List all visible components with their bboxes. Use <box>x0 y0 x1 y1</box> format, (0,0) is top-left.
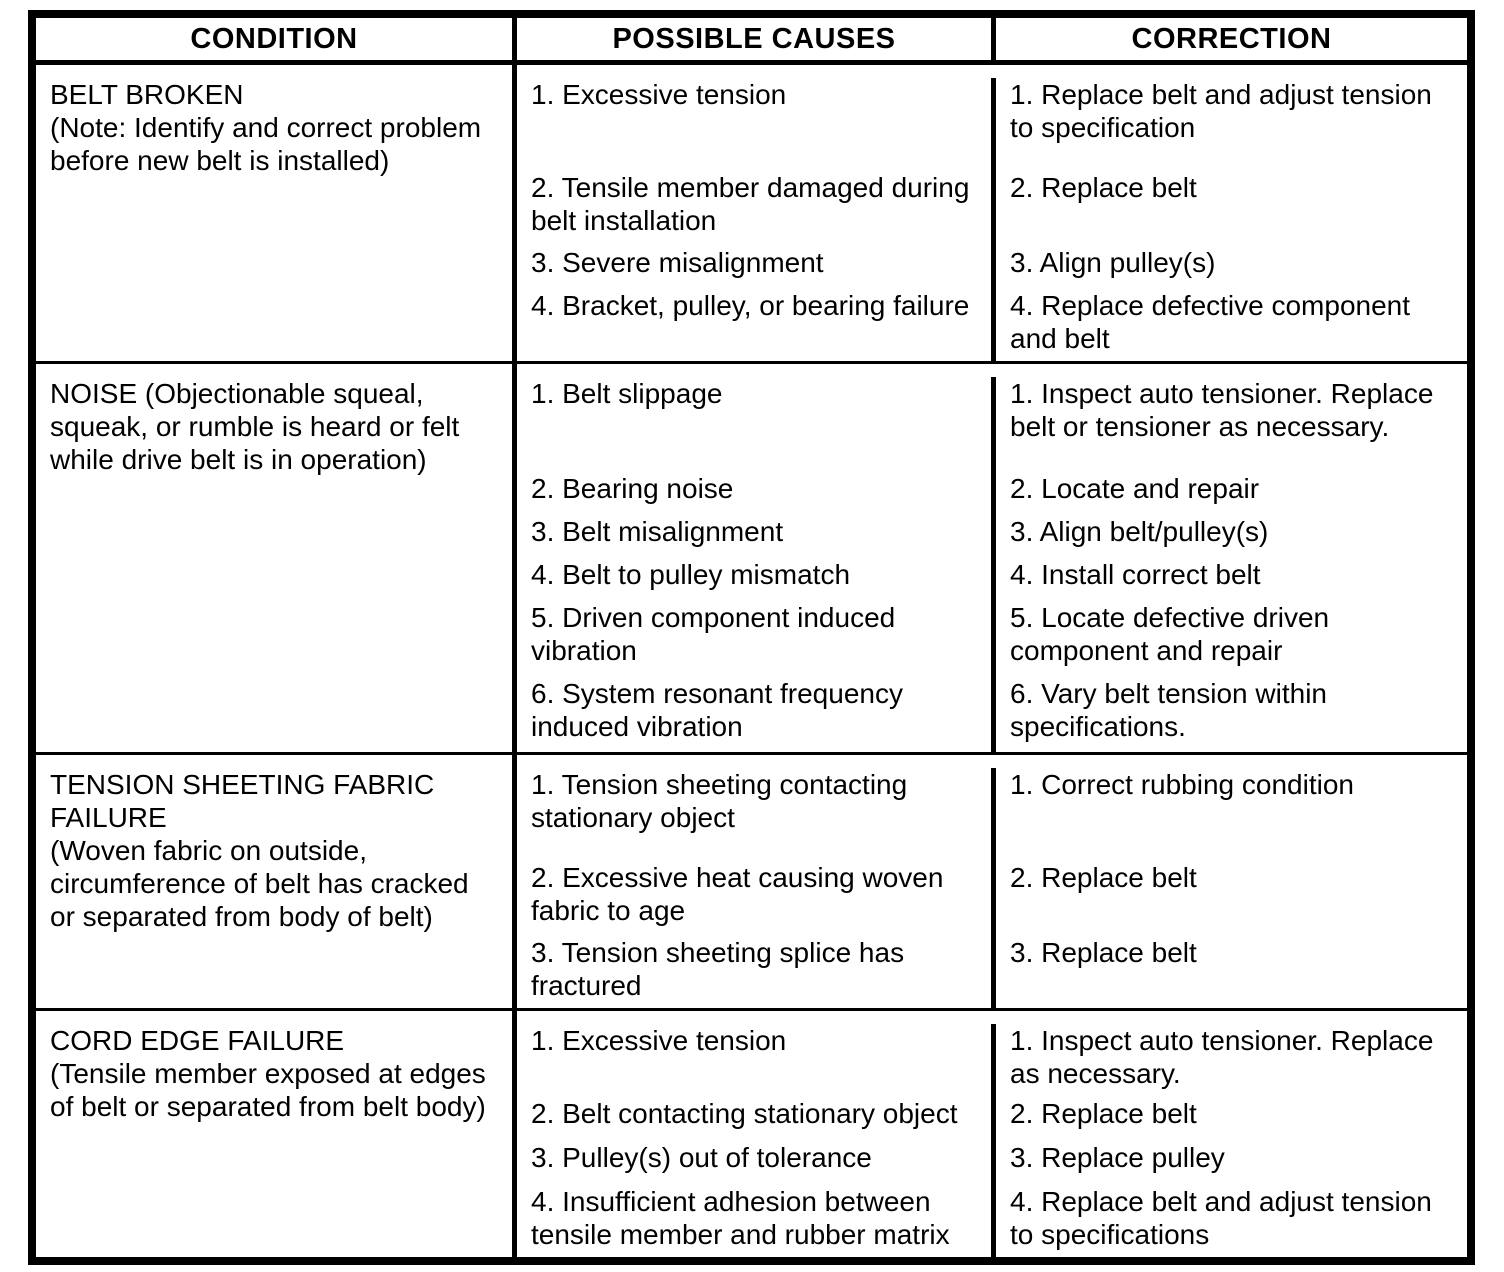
cause-correction-pair <box>517 515 1467 558</box>
correction-item: 2. Replace belt <box>1010 862 1197 893</box>
condition-title: CORD EDGE FAILURE <box>50 1025 345 1056</box>
table-body <box>36 65 1467 1257</box>
correction-item: 4. Replace defective component and belt <box>1010 290 1411 354</box>
header-condition: CONDITION <box>36 18 517 60</box>
table-header-row <box>36 18 1467 65</box>
correction-item: 2. Replace belt <box>1010 1098 1197 1129</box>
condition-cell <box>36 65 517 361</box>
correction-item: 3. Replace belt <box>1010 937 1197 968</box>
cause-item: 6. System resonant frequency induced vibration <box>517 677 996 752</box>
cause-item: 1. Excessive tension <box>517 1024 996 1097</box>
cause-correction-pair <box>517 246 1467 289</box>
correction-item: 3. Align belt/pulley(s) <box>1010 516 1269 547</box>
cause-item: 4. Bracket, pulley, or bearing failure <box>517 289 996 361</box>
cause-item: 3. Pulley(s) out of tolerance <box>517 1141 996 1185</box>
table-row <box>36 1008 1467 1257</box>
condition-cell <box>36 1011 517 1257</box>
cause-item: 3. Severe misalignment <box>517 246 996 289</box>
cause-item: 3. Tension sheeting splice has fractured <box>517 936 996 1008</box>
correction-item: 4. Install correct belt <box>1010 559 1261 590</box>
condition-note: (Note: Identify and correct problem before new belt is installed) <box>50 112 482 176</box>
condition-note: (Tensile member exposed at edges of belt or separated from belt body) <box>50 1058 486 1122</box>
cause-correction-pair <box>517 601 1467 677</box>
condition-title: NOISE (Objectionable squeal, squeak, or rumble is heard or felt while drive belt is in operation) <box>50 378 460 475</box>
cause-item: 1. Belt slippage <box>517 377 996 472</box>
cause-correction-pair <box>517 677 1467 752</box>
correction-item: 2. Replace belt <box>1010 172 1197 203</box>
correction-item: 1. Inspect auto tensioner. Replace belt or tensioner as necessary. <box>1010 378 1434 442</box>
cause-correction-pair <box>517 472 1467 515</box>
condition-cell <box>36 755 517 1008</box>
condition-title: TENSION SHEETING FABRIC FAILURE <box>50 769 435 833</box>
cause-correction-pair <box>517 936 1467 1008</box>
causes-corrections <box>517 755 1467 1008</box>
causes-corrections <box>517 1011 1467 1257</box>
cause-item: 3. Belt misalignment <box>517 515 996 558</box>
cause-item: 4. Belt to pulley mismatch <box>517 558 996 601</box>
correction-item: 1. Inspect auto tensioner. Replace as necessary. <box>1010 1025 1434 1089</box>
cause-correction-pair <box>517 768 1467 861</box>
cause-item: 4. Insufficient adhesion between tensile member and rubber matrix <box>517 1185 996 1257</box>
causes-corrections <box>517 364 1467 752</box>
header-possible-causes: POSSIBLE CAUSES <box>517 18 996 60</box>
cause-correction-pair <box>517 861 1467 936</box>
correction-item: 3. Replace pulley <box>1010 1142 1225 1173</box>
cause-correction-pair <box>517 1024 1467 1097</box>
cause-item: 2. Belt contacting stationary object <box>517 1097 996 1141</box>
cause-item: 2. Bearing noise <box>517 472 996 515</box>
correction-item: 2. Locate and repair <box>1010 473 1260 504</box>
cause-correction-pair <box>517 1185 1467 1257</box>
correction-item: 1. Correct rubbing condition <box>1010 769 1354 800</box>
cause-correction-pair <box>517 78 1467 171</box>
cause-item: 1. Excessive tension <box>517 78 996 171</box>
cause-correction-pair <box>517 377 1467 472</box>
correction-item: 3. Align pulley(s) <box>1010 247 1216 278</box>
correction-item: 6. Vary belt tension within specifications. <box>1010 678 1327 742</box>
condition-cell <box>36 364 517 752</box>
belt-diagnosis-table <box>28 10 1475 1265</box>
cause-correction-pair <box>517 1141 1467 1185</box>
condition-title: BELT BROKEN <box>50 79 244 110</box>
condition-note: (Woven fabric on outside, circumference of belt has cracked or separated from body of belt) <box>50 835 469 932</box>
correction-item: 4. Replace belt and adjust tension to specifications <box>1010 1186 1432 1250</box>
header-correction: CORRECTION <box>1131 22 1332 55</box>
table-row <box>36 752 1467 1008</box>
cause-correction-pair <box>517 289 1467 361</box>
cause-correction-pair <box>517 558 1467 601</box>
cause-item: 5. Driven component induced vibration <box>517 601 996 677</box>
cause-item: 2. Tensile member damaged during belt installation <box>517 171 996 246</box>
table-row <box>36 65 1467 361</box>
cause-correction-pair <box>517 1097 1467 1141</box>
table-row <box>36 361 1467 752</box>
cause-item: 1. Tension sheeting contacting stationary object <box>517 768 996 861</box>
cause-correction-pair <box>517 171 1467 246</box>
cause-item: 2. Excessive heat causing woven fabric to age <box>517 861 996 936</box>
correction-item: 5. Locate defective driven component and repair <box>1010 602 1330 666</box>
correction-item: 1. Replace belt and adjust tension to specification <box>1010 79 1432 143</box>
causes-corrections <box>517 65 1467 361</box>
